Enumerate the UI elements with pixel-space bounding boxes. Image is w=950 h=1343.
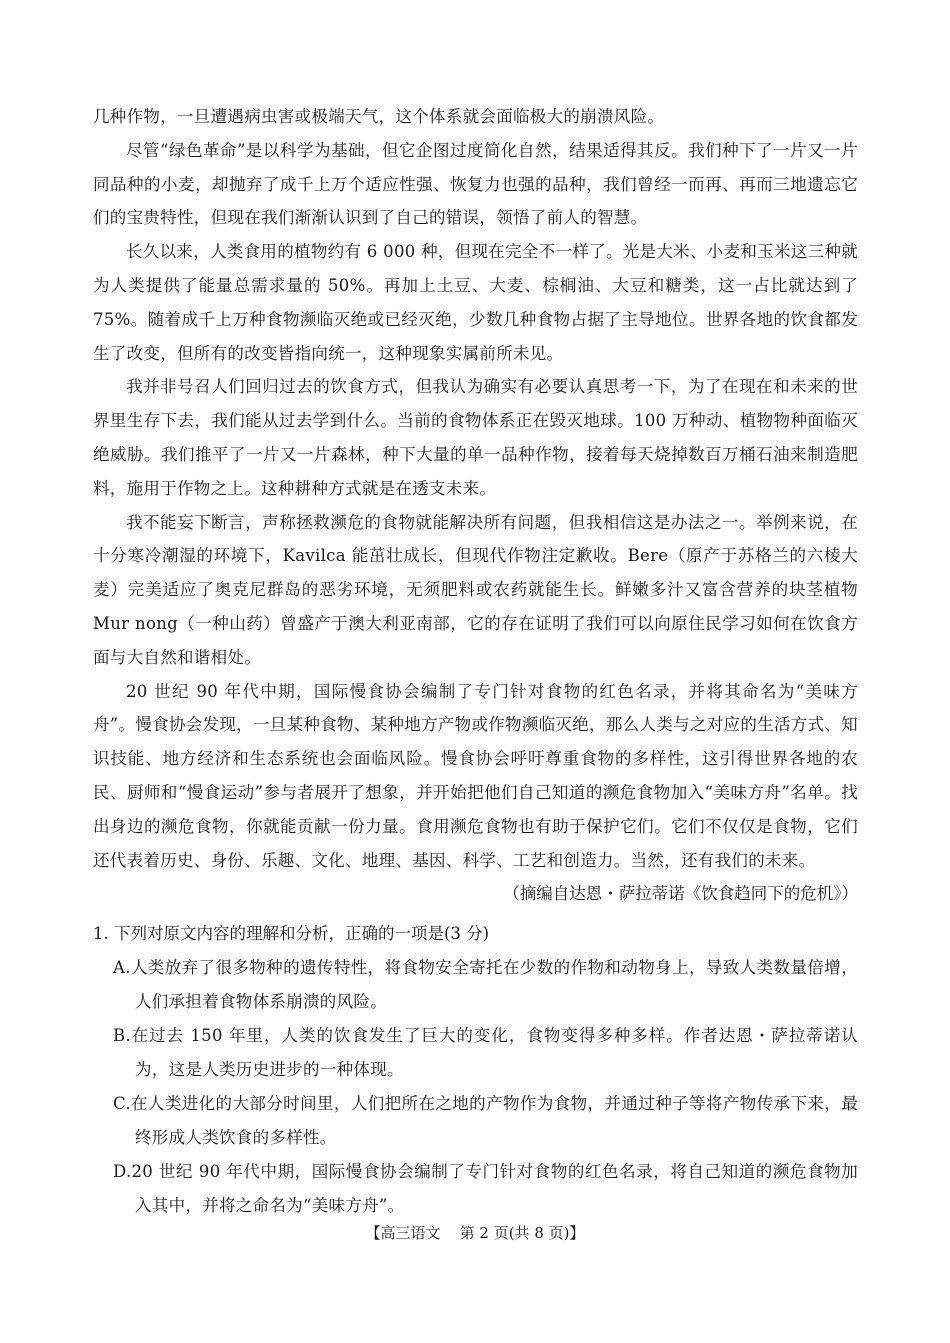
footer-subject: 【高三语文 (365, 1224, 441, 1242)
option-label: B. (113, 1026, 131, 1045)
option-text: 在过去 150 年里，人类的饮食发生了巨大的变化，食物变得多种多样。作者达恩・萨拉蒂诺认为，这是人类历史进步的一种体现。 (130, 1026, 858, 1079)
reading-passage (93, 100, 858, 911)
option-text: 人类放弃了很多物种的遗传特性，将食物安全寄托在少数的作物和动物身上，导致人类数量倍增，人们承担着食物体系崩溃的风险。 (130, 958, 858, 1011)
question-1 (93, 917, 858, 1223)
option-a[interactable] (93, 951, 858, 1019)
passage-paragraph-1: 几种作物，一旦遭遇病虫害或极端天气，这个体系就会面临极大的崩溃风险。 (93, 107, 665, 126)
option-label: C. (113, 1094, 131, 1113)
passage-paragraph-6: 20 世纪 90 年代中期，国际慢食协会编制了专门针对食物的红色名录，并将其命名为“美味方舟”。慢食协会发现，一旦某种食物、某种地方产物或作物濒临灭绝，那么人类与之对应的生活方式、知识技能、地方经济和生态系统也会面临风险。慢食协会呼吁尊重食物的多样性，这引得世界各地的农民、厨师和“慢食运动”参与者展开了想象，并开始把他们自己知道的濒危食物加入“美味方舟”名单。找出身边的濒危食物，你就能贡献一份力量。食用濒危食物也有助于保护它们。它们不仅仅是食物，它们还代表着历史、身份、乐趣、文化、地理、基因、科学、工艺和创造力。当然，还有我们的未来。 (93, 681, 858, 870)
page-footer (0, 1222, 950, 1244)
passage-paragraph-5: 我不能妄下断言，声称拯救濒危的食物就能解决所有问题，但我相信这是办法之一。举例来说，在十分寒冷潮湿的环境下，Kavilca 能茁壮成长，但现代作物注定歉收。Bere（原产于苏格兰的六棱大麦）完美适应了奥克尼群岛的恶劣环境，无须肥料或农药就能生长。鲜嫩多汁又富含营养的块茎植物 Mur nong（一种山药）曾盛产于澳大利亚南部，它的存在证明了我们可以向原住民学习如何在饮食方面与大自然和谐相处。 (93, 512, 858, 667)
footer-page-number: 第 2 页(共 8 页)】 (459, 1224, 585, 1242)
passage-paragraph-2: 尽管“绿色革命”是以科学为基础，但它企图过度简化自然，结果适得其反。我们种下了一片又一片同品种的小麦，却抛弃了成千上万个适应性强、恢复力也强的品种，我们曾经一而再、再而三地遗忘它们的宝贵特性，但现在我们渐渐认识到了自己的错误，领悟了前人的智慧。 (93, 140, 858, 228)
passage-paragraph-3: 长久以来，人类食用的植物约有 6 000 种，但现在完全不一样了。光是大米、小麦和玉米这三种就为人类提供了能量总需求量的 50%。再加上土豆、大麦、棕榈油、大豆和糖类，这一占比就达到了 75%。随着成千上万种食物濒临灭绝或已经灭绝，少数几种食物占据了主导地位。世界各地的饮食都发生了改变，但所有的改变皆指向统一，这种现象实属前所未见。 (93, 242, 858, 363)
passage-paragraph-4: 我并非号召人们回归过去的饮食方式，但我认为确实有必要认真思考一下，为了在现在和未来的世界里生存下去，我们能从过去学到什么。当前的食物体系正在毁灭地球。100 万种动、植物物种面临灭绝威胁。我们推平了一片又一片森林，种下大量的单一品种作物，接着每天烧掉数百万桶石油来制造肥料，施用于作物之上。这种耕种方式就是在透支未来。 (93, 377, 858, 498)
option-b[interactable] (93, 1019, 858, 1087)
option-text: 在人类进化的大部分时间里，人们把所在之地的产物作为食物，并通过种子等将产物传承下来，最终形成人类饮食的多样性。 (130, 1094, 858, 1147)
option-c[interactable] (93, 1087, 858, 1155)
option-label: A. (113, 958, 131, 977)
option-text: 20 世纪 90 年代中期，国际慢食协会编制了专门针对食物的红色名录，将自己知道的濒危食物加入其中，并将之命名为“美味方舟”。 (131, 1162, 858, 1215)
option-label: D. (113, 1162, 132, 1181)
question-stem: 1. 下列对原文内容的理解和分析，正确的一项是(3 分) (93, 924, 490, 943)
passage-source: （摘编自达恩・萨拉蒂诺《饮食趋同下的危机》） (503, 884, 858, 904)
option-d[interactable] (93, 1155, 858, 1223)
